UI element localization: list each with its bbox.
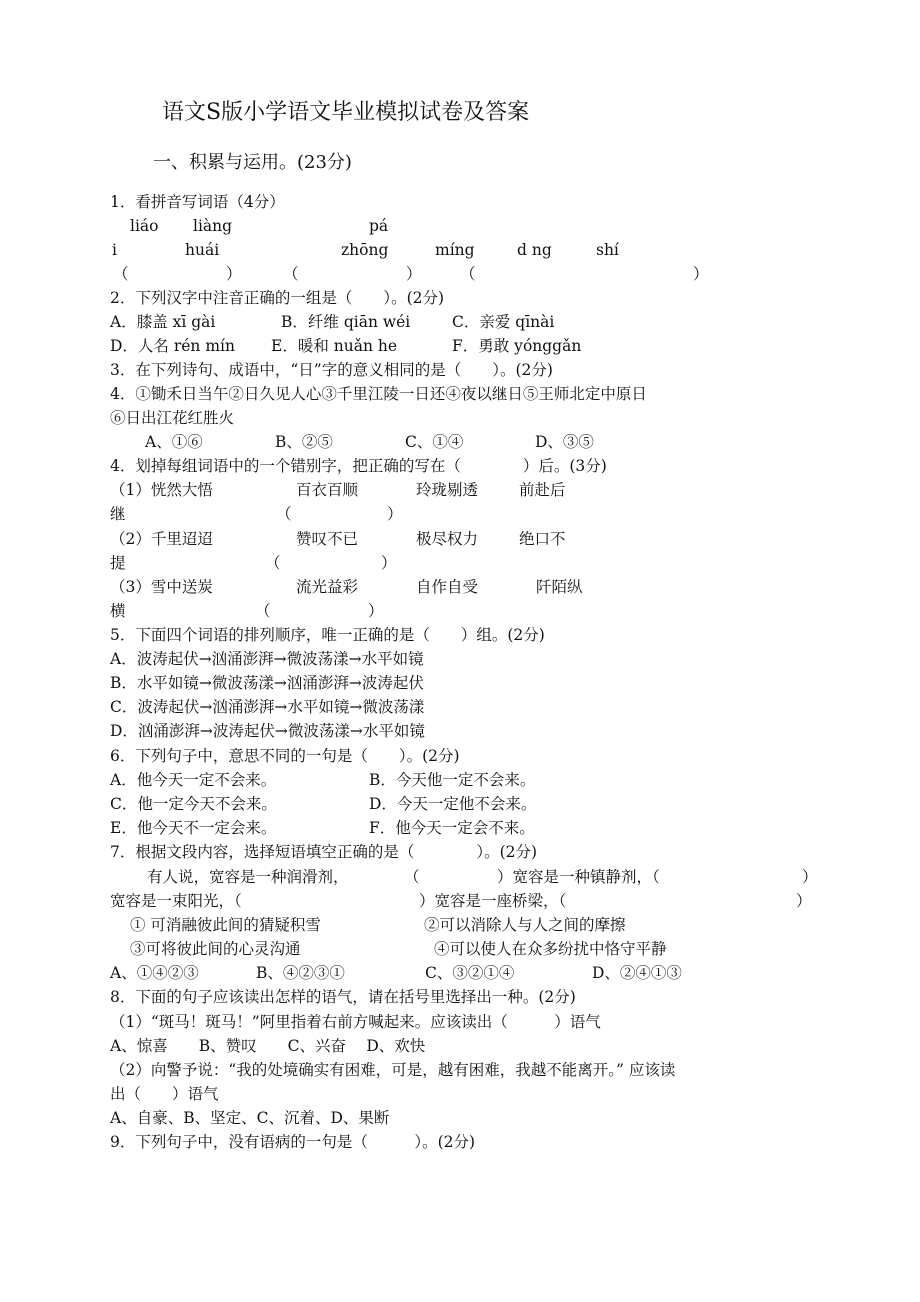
option-e: E．暖和 nuǎn he: [271, 337, 398, 355]
answer-paren-open: （: [276, 505, 292, 523]
word-group-tail: 继: [110, 505, 126, 523]
option-b: B、④②③①: [256, 964, 345, 982]
word-group-tail: 横: [110, 602, 126, 620]
word-group-tail: 提: [110, 554, 126, 572]
word-group: （2）千里迢迢: [110, 530, 213, 548]
passage-text: ）宽容是一种镇静剂，（: [497, 868, 660, 886]
question-4b-stem: 4．划掉每组词语中的一个错别字，把正确的写在（ ）后。(3分): [110, 457, 607, 475]
option-d: D．今天一定他不会来。: [369, 795, 537, 813]
phrase-option: ④可以使人在众多纷扰中恪守平静: [434, 940, 667, 958]
option-c: C、③②①④: [425, 964, 515, 982]
option-d: D、③⑤: [535, 433, 594, 451]
pinyin: huái: [185, 241, 220, 259]
question-8-stem: 8．下面的句子应该读出怎样的语气，请在括号里选择出一种。(2分): [110, 988, 576, 1006]
word-group: 玲珑剔透: [416, 481, 479, 499]
option-e: E．他今天不一定会来。: [110, 819, 277, 837]
page-title: 语文S版小学语文毕业模拟试卷及答案: [162, 100, 530, 125]
answer-paren-open: （: [113, 265, 129, 283]
word-group: 绝口不: [519, 530, 566, 548]
question-9-stem: 9．下列句子中，没有语病的一句是（ ）。(2分): [110, 1133, 476, 1151]
word-group: （1）恍然大悟: [110, 481, 213, 499]
option-a: A、①④②③: [110, 964, 199, 982]
word-group: 流光益彩: [296, 578, 359, 596]
word-group: 自作自受: [416, 578, 479, 596]
option-f: F．他今天一定会不来。: [369, 819, 535, 837]
word-group: 阡陌纵: [536, 578, 583, 596]
pinyin: liáo: [130, 217, 159, 235]
option-b: B．今天他一定不会来。: [369, 771, 536, 789]
word-group: 前赴后: [519, 481, 566, 499]
option-b: B．纤维 qiān wéi: [281, 313, 411, 331]
question-5-stem: 5．下面四个词语的排列顺序，唯一正确的是（ ）组。(2分): [110, 626, 545, 644]
question-6-stem: 6．下列句子中，意思不同的一句是（ ）。(2分): [110, 747, 460, 765]
word-group: （3）雪中送炭: [110, 578, 213, 596]
option-b: B．水平如镜→微波荡漾→汹涌澎湃→波涛起伏: [110, 674, 424, 692]
answer-paren-open: （: [460, 265, 476, 283]
option-c: C．波涛起伏→汹涌澎湃→水平如镜→微波荡漾: [110, 698, 425, 716]
sentence-1-options: A、惊喜 B、赞叹 C、兴奋 D、欢快: [110, 1037, 426, 1055]
option-b: B、②⑤: [275, 433, 333, 451]
passage-text: 有人说，宽容是一种润滑剂，: [147, 868, 349, 886]
option-a: A．膝盖 xī gài: [110, 313, 216, 331]
answer-paren-open: （: [265, 554, 281, 572]
answer-paren-open: （: [283, 265, 299, 283]
answer-paren-open: （: [404, 868, 420, 886]
answer-paren-close: ）: [226, 265, 242, 283]
option-d: D．人名 rén mín: [110, 337, 235, 355]
answer-paren-open: （: [255, 602, 271, 620]
question-4-stem: 4．①锄禾日当午②日久见人心③千里江陵一日还④夜以继日⑤王师北定中原日: [110, 385, 647, 403]
option-c: C．亲爱 qīnài: [452, 313, 555, 331]
answer-paren-close: ）: [381, 554, 397, 572]
pinyin: míng: [435, 241, 475, 259]
answer-paren-close: ）: [802, 868, 818, 886]
option-d: D、②④①③: [592, 964, 682, 982]
pinyin: i: [112, 241, 117, 259]
question-7-stem: 7．根据文段内容，选择短语填空正确的是（ ）。(2分): [110, 843, 538, 861]
answer-paren-close: ）: [387, 505, 403, 523]
option-a: A．他今天一定不会来。: [110, 771, 277, 789]
phrase-option: ②可以消除人与人之间的摩擦: [424, 916, 626, 934]
pinyin: liàng: [193, 217, 233, 235]
phrase-option: ③可将彼此间的心灵沟通: [130, 940, 301, 958]
phrase-option: ① 可消融彼此间的猜疑积雪: [130, 916, 321, 934]
answer-paren-close: ）: [796, 892, 812, 910]
answer-paren-close: ）: [406, 265, 422, 283]
pinyin: pá: [369, 217, 389, 235]
question-4-stem-cont: ⑥日出江花红胜火: [110, 409, 235, 427]
pinyin: zhōng: [341, 241, 389, 259]
sentence-2-options: A、自豪、B、坚定、C、沉着、D、果断: [110, 1109, 390, 1127]
question-2-stem: 2．下列汉字中注音正确的一组是（ ）。(2分): [110, 289, 445, 307]
option-c: C、①④: [405, 433, 464, 451]
sentence-2: （2）向警予说：“我的处境确实有困难，可是，越有困难，我越不能离开。” 应该读: [110, 1061, 676, 1079]
answer-paren-close: ）: [693, 265, 709, 283]
section-heading: 一、积累与运用。(23分): [153, 152, 352, 173]
passage-text: 宽容是一束阳光，（: [110, 892, 242, 910]
word-group: 极尽权力: [416, 530, 479, 548]
passage-text: ）宽容是一座桥梁，（: [419, 892, 567, 910]
option-f: F．勇敢 yónggǎn: [452, 337, 582, 355]
option-a: A．波涛起伏→汹涌澎湃→微波荡漾→水平如镜: [110, 650, 424, 668]
option-a: A、①⑥: [145, 433, 203, 451]
word-group: 百衣百顺: [296, 481, 359, 499]
word-group: 赞叹不已: [296, 530, 359, 548]
question-3-stem: 3．在下列诗句、成语中，“日”字的意义相同的是（ ）。(2分): [110, 361, 553, 379]
option-d: D．汹涌澎湃→波涛起伏→微波荡漾→水平如镜: [110, 722, 425, 740]
pinyin: shí: [596, 241, 619, 259]
pinyin: d ng: [517, 241, 552, 259]
answer-paren-close: ）: [368, 602, 384, 620]
question-1-stem: 1．看拼音写词语（4分）: [110, 193, 285, 211]
sentence-1: （1）“斑马！斑马！”阿里指着右前方喊起来。应该读出（ ）语气: [110, 1013, 601, 1031]
sentence-2-cont: 出（ ）语气: [110, 1085, 219, 1103]
option-c: C．他一定今天不会来。: [110, 795, 277, 813]
